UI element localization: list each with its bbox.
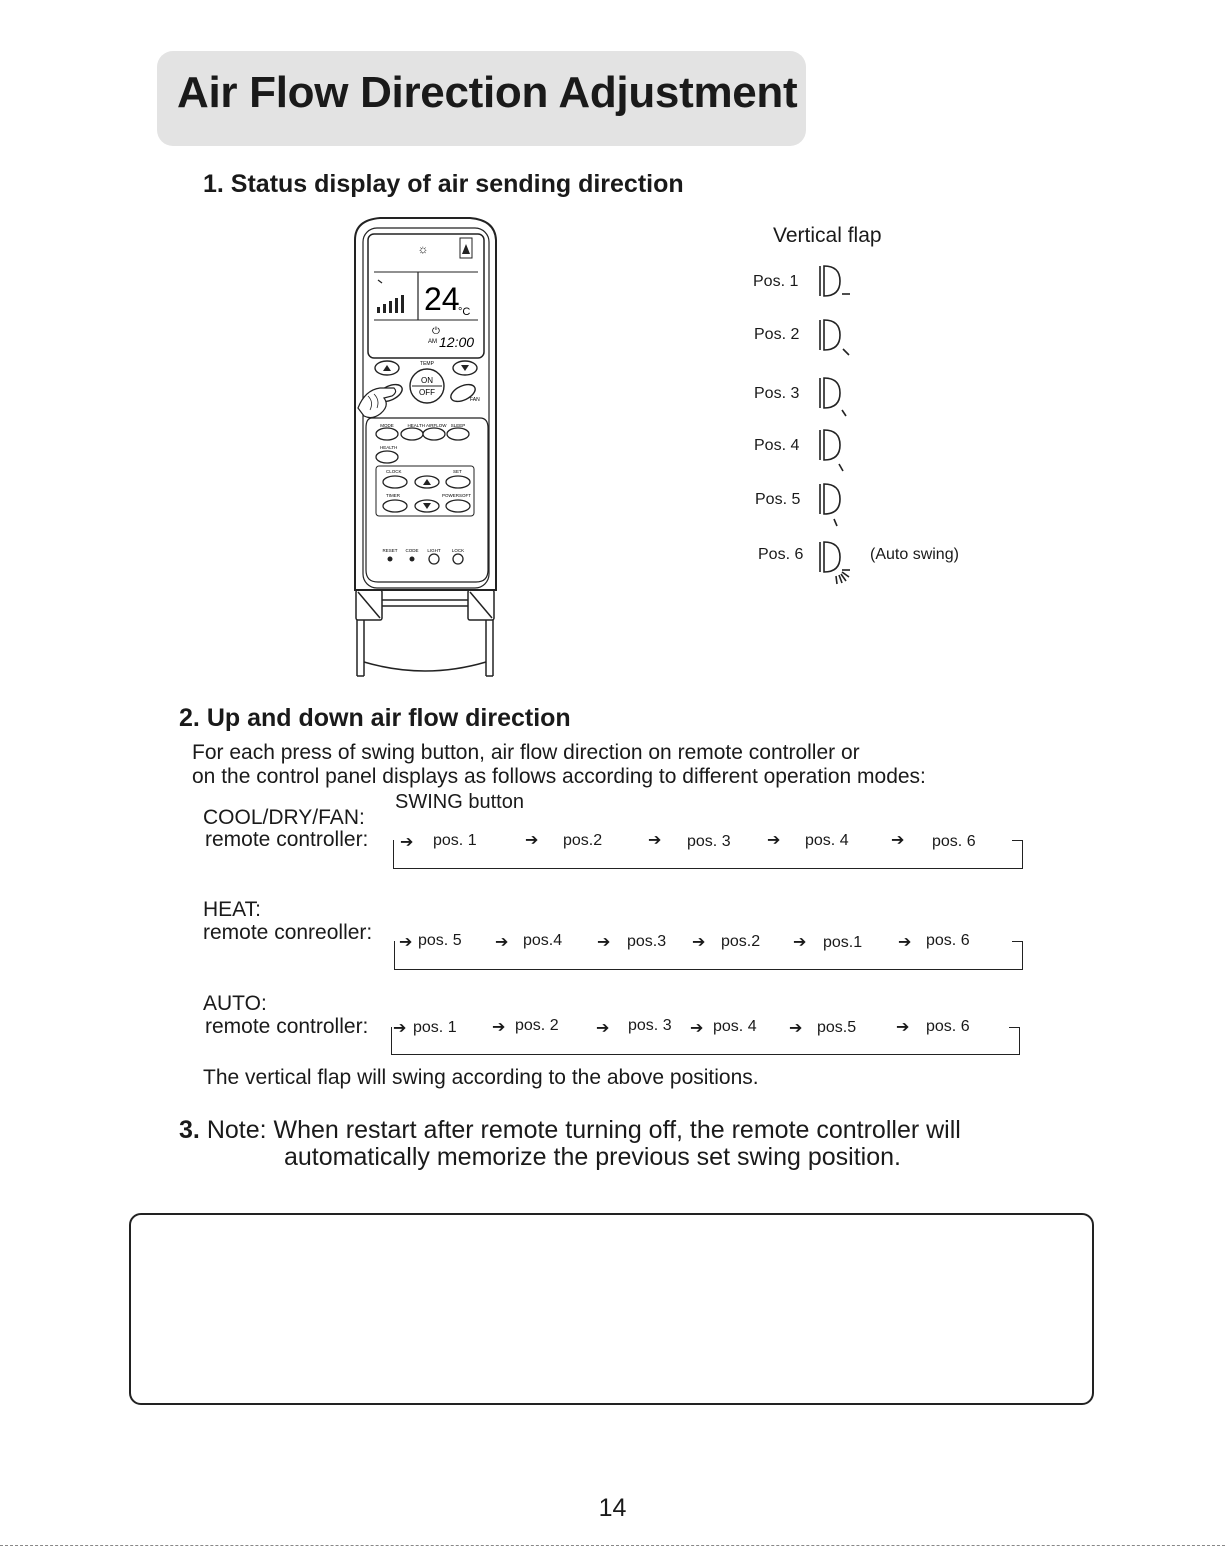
- section2-title: Up and down air flow direction: [206, 704, 571, 732]
- display-am: AM: [428, 339, 437, 345]
- on-label: ON: [421, 376, 433, 385]
- arrow-icon: ➔: [399, 934, 413, 951]
- page-title: Air Flow Direction Adjustment: [177, 68, 798, 117]
- remote-holder: [356, 590, 494, 676]
- cool-step-4: pos. 4: [805, 832, 849, 849]
- sleep-label: SLEEP: [450, 423, 466, 428]
- sleep-button: [447, 428, 469, 440]
- flap-pos5-icon: [820, 484, 840, 526]
- reset-label: RESET: [382, 548, 398, 553]
- mode-label: MODE: [380, 423, 394, 428]
- remote-controller-illustration: [350, 210, 510, 680]
- code-label: CODE: [405, 548, 419, 553]
- health-button: [401, 428, 423, 440]
- sun-icon: ☼: [417, 242, 429, 256]
- arrow-icon: ➔: [896, 1019, 910, 1036]
- mode-cool-remote-label: remote controller:: [205, 828, 369, 851]
- pos-6-label: Pos. 6: [758, 546, 804, 563]
- arrow-icon: ➔: [596, 1020, 610, 1037]
- pos-1-label: Pos. 1: [753, 273, 799, 290]
- swing-button-label: SWING button: [395, 791, 524, 813]
- page-edge-line: [0, 1545, 1225, 1546]
- section1-heading: 1. Status display of air sending direction: [203, 170, 684, 198]
- auto-step-4: pos. 4: [713, 1018, 757, 1035]
- mode-heat: HEAT:: [203, 898, 261, 921]
- display-unit: °C: [458, 306, 471, 318]
- auto-step-3: pos. 3: [628, 1017, 672, 1034]
- arrow-icon: ➔: [393, 1020, 407, 1037]
- heat-step-4: pos.2: [721, 933, 761, 950]
- airflow-button: [423, 428, 445, 440]
- display-temperature: 24: [424, 281, 460, 317]
- clock-label: CLOCK: [386, 469, 402, 474]
- arrow-icon: ➔: [789, 1020, 803, 1037]
- arrow-icon: ➔: [891, 832, 905, 849]
- mode-cool-dry-fan: COOL/DRY/FAN:: [203, 806, 365, 829]
- mode-heat-remote-label: remote conreoller:: [203, 921, 373, 944]
- pos-3-label: Pos. 3: [754, 385, 800, 402]
- cool-step-1: pos. 1: [433, 832, 477, 849]
- arrow-icon: ➔: [793, 934, 807, 951]
- health-airflow-label: HEALTH AIRFLOW: [407, 423, 447, 428]
- mode-auto: AUTO:: [203, 992, 267, 1015]
- fan-label: FAN: [470, 397, 480, 403]
- cool-step-5: pos. 6: [932, 833, 976, 850]
- section2-line2: on the control panel displays as follows according to different operation modes:: [192, 765, 926, 788]
- auto-step-1: pos. 1: [413, 1019, 457, 1036]
- temp-label: TEMP: [420, 361, 434, 367]
- cool-step-2: pos.2: [563, 832, 603, 849]
- section2-heading: [179, 704, 571, 733]
- lock-button: [453, 554, 463, 564]
- mode-button: [376, 428, 398, 440]
- timer-icon: ⏻: [432, 326, 440, 337]
- powersoft-label: POWERSOFT: [442, 493, 471, 498]
- arrow-icon: ➔: [767, 832, 781, 849]
- section2-footer: The vertical flap will swing according to the above positions.: [203, 1066, 759, 1089]
- page-number: 14: [598, 1494, 627, 1522]
- set-label: SET: [453, 469, 462, 474]
- off-label: OFF: [419, 388, 435, 397]
- health-label: HEALTH: [380, 445, 398, 450]
- timer-label: TIMER: [386, 493, 400, 498]
- powersoft-button: [446, 500, 470, 512]
- arrow-icon: ➔: [597, 934, 611, 951]
- empty-note-box: [129, 1213, 1094, 1405]
- pos-2-label: Pos. 2: [754, 326, 800, 343]
- flap-pos6-icon: [820, 542, 850, 584]
- flap-icons: [812, 260, 862, 600]
- arrow-icon: ➔: [492, 1019, 506, 1036]
- heat-step-3: pos.3: [627, 933, 667, 950]
- heat-step-6: pos. 6: [926, 932, 970, 949]
- code-button: [410, 557, 415, 562]
- cool-step-3: pos. 3: [687, 833, 731, 850]
- remote-display: [368, 234, 484, 358]
- flap-pos4-icon: [820, 430, 843, 471]
- light-button: [429, 554, 439, 564]
- heat-step-2: pos.4: [523, 932, 563, 949]
- arrow-icon: ➔: [898, 934, 912, 951]
- arrow-icon: ➔: [648, 832, 662, 849]
- heat-step-5: pos.1: [823, 934, 863, 951]
- lock-label: LOCK: [451, 548, 465, 553]
- arrow-icon: ➔: [400, 834, 414, 851]
- flap-pos2-icon: [820, 320, 849, 355]
- mode-auto-remote-label: remote controller:: [205, 1015, 369, 1038]
- display-time: 12:00: [439, 334, 475, 350]
- arrow-icon: ➔: [495, 934, 509, 951]
- health-mode-button: [376, 451, 398, 463]
- pos-5-label: Pos. 5: [755, 491, 801, 508]
- auto-step-2: pos. 2: [515, 1017, 559, 1034]
- clock-button: [383, 476, 407, 488]
- arrow-icon: ➔: [692, 934, 706, 951]
- section3-line2: automatically memorize the previous set swing position.: [284, 1143, 901, 1171]
- auto-step-6: pos. 6: [926, 1018, 970, 1035]
- light-label: LIGHT: [427, 548, 441, 553]
- auto-step-5: pos.5: [817, 1019, 857, 1036]
- section3-line1: [179, 1116, 961, 1145]
- section3-text: Note: When restart after remote turning off, the remote controller will: [206, 1116, 961, 1144]
- heat-step-1: pos. 5: [418, 932, 462, 949]
- set-button: [446, 476, 470, 488]
- pos-4-label: Pos. 4: [754, 437, 800, 454]
- section2-number: 2.: [179, 704, 200, 732]
- flap-pos3-icon: [820, 378, 846, 416]
- arrow-icon: ➔: [690, 1020, 704, 1037]
- arrow-icon: ➔: [525, 832, 539, 849]
- reset-button: [388, 557, 393, 562]
- auto-swing-label: (Auto swing): [870, 546, 959, 563]
- flap-pos1-icon: [820, 266, 850, 296]
- section3-number: 3.: [179, 1116, 200, 1144]
- timer-button: [383, 500, 407, 512]
- section2-line1: For each press of swing button, air flow direction on remote controller or: [192, 741, 860, 764]
- vertical-flap-title: Vertical flap: [773, 224, 882, 247]
